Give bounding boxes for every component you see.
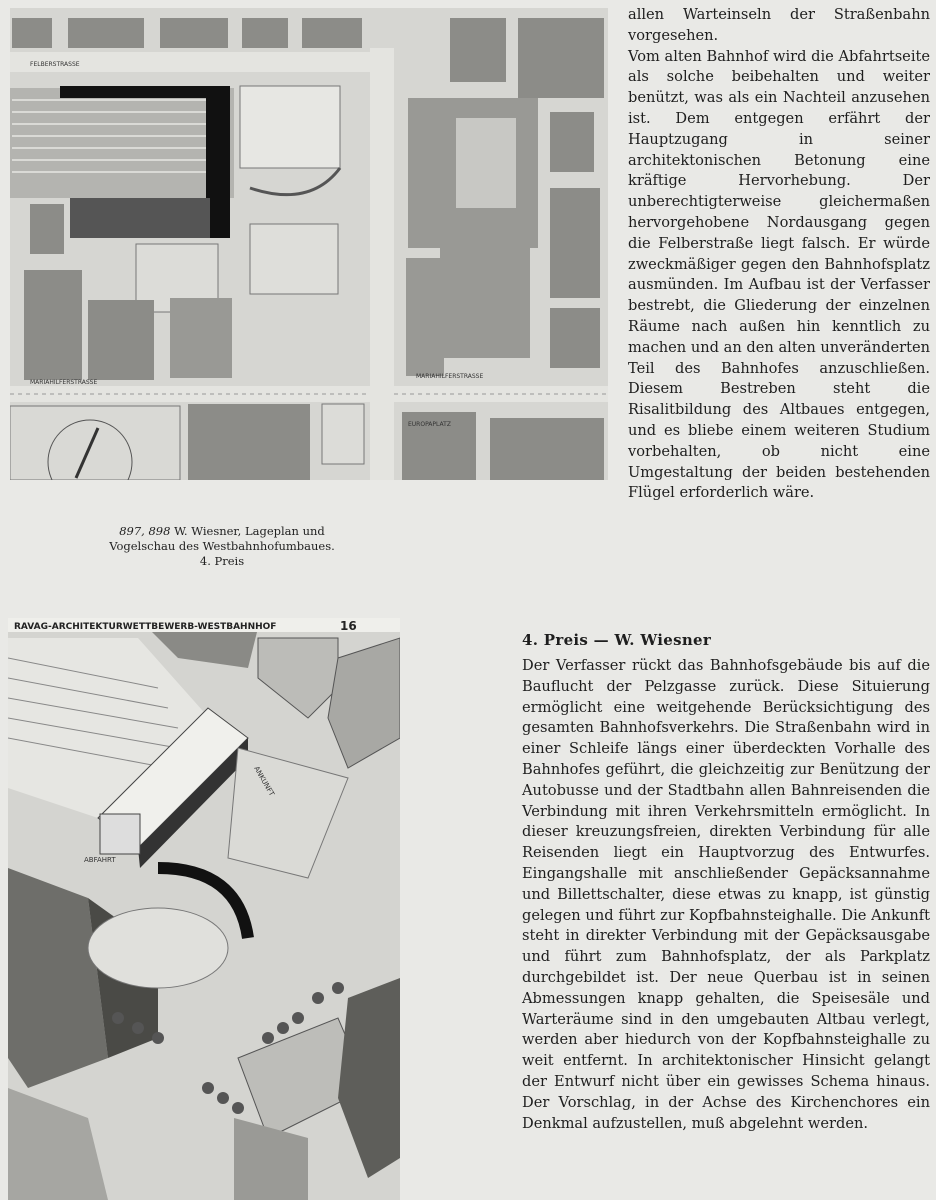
right-paragraph-2: Vom alten Bahnhof wird die Abfahrtseite als solche beibehalten und weiter benützt, was als ein Nachteil anzusehen ist. Dem entgegen erfährt der Hauptzugang in seiner architektonischen Betonung eine kräftige Hervorhebung. Der unberechtigterweise gleichermaßen hervorgehobene Nordausgang gegen die Felberstraße liegt falsch. Er würde zweckmäßiger gegen den Bahnhofsplatz ausmünden. Im Aufbau ist der Verfasser bestrebt, die Gliederung der einzelnen Räume nach außen hin kenntlich zu machen und an den alten unveränderten Teil des Bahnhofes anzuschließen. Diesem Bestreben steht die Risalitbildung des Altbaues entgegen, und es bliebe einem weiteren Studium vorbehalten, ob nicht eine Umgestaltung der beiden bestehenden Flügel erforderlich wäre. xyxy=(628,47,930,502)
birds-eye-drawing xyxy=(8,618,400,1200)
caption-line-2: Vogelschau des Westbahnhofumbaues. xyxy=(109,539,335,553)
right-paragraph-1: allen Warteinseln der Straßenbahn vorgesehen. xyxy=(628,6,930,44)
caption-line-1: W. Wiesner, Lageplan und xyxy=(174,524,325,538)
caption-numbers: 897, 898 xyxy=(119,524,171,538)
label-ankunft: ANKUNFT xyxy=(252,765,276,798)
site-plan-drawing xyxy=(10,8,608,480)
street-label-3: MARIAHILFERSTRASSE xyxy=(416,373,484,380)
right-column-text xyxy=(628,5,930,504)
drawing-header: RAVAG-ARCHITEKTURWETTBEWERB-WESTBAHNHOF xyxy=(14,622,277,632)
street-label-1: FELBERSTRASSE xyxy=(30,61,80,68)
sheet-number: 16 xyxy=(340,619,357,633)
section-body xyxy=(522,656,930,1134)
street-label-2: MARIAHILFERSTRASSE xyxy=(30,379,98,386)
caption-line-3: 4. Preis xyxy=(199,554,245,568)
section-paragraph: Der Verfasser rückt das Bahnhofsgebäude bis auf die Bauflucht der Pelzgasse zurück. Diese Situierung ermöglicht eine weitgehende Berücksichtigung des gesamten Bahnhofsverkehrs. Die Straßenbahn wird in einer Schleife längs einer überdeckten Vorhalle des Bahnhofes geführt, die gleichzeitig zur Benützung der Autobusse und der Stadtbahn allen Bahnreisenden die Verbindung mit ihren Verkehrsmitteln ermöglicht. In dieser kreuzungsfreien, direkten Verbindung für alle Reisenden liegt ein Hauptvorzug des Entwurfes. Eingangshalle mit anschließender Gepäcksannahme und Billettschalter, diese etwas zu knapp, ist günstig gelegen und führt zur Kopfbahnsteighalle. Die Ankunft steht in direkter Verbindung mit der Gepäcksausgabe und führt zum Bahnhofsplatz, der als Parkplatz durchgebildet ist. Der neue Querbau ist in seinen Abmessungen knapp gehalten, die Speisesäle und Warteräume sind in den umgebauten Altbau verlegt, werden aber hiedurch von der Kopfbahnsteighalle zu weit entfernt. In architektonischer Hinsicht gelangt der Entwurf nicht über ein gewisses Schema hinaus. Der Vorschlag, in der Achse des Kirchenchores ein Denkmal aufzustellen, muß abgelehnt werden. xyxy=(522,657,930,1132)
street-label-4: EUROPAPLATZ xyxy=(408,421,451,428)
section-heading: 4. Preis — W. Wiesner xyxy=(522,631,712,649)
site-plan-figure xyxy=(10,8,608,480)
birds-eye-view-figure xyxy=(8,618,400,1200)
figure-caption xyxy=(62,524,382,569)
label-abfahrt: ABFAHRT xyxy=(84,856,116,864)
